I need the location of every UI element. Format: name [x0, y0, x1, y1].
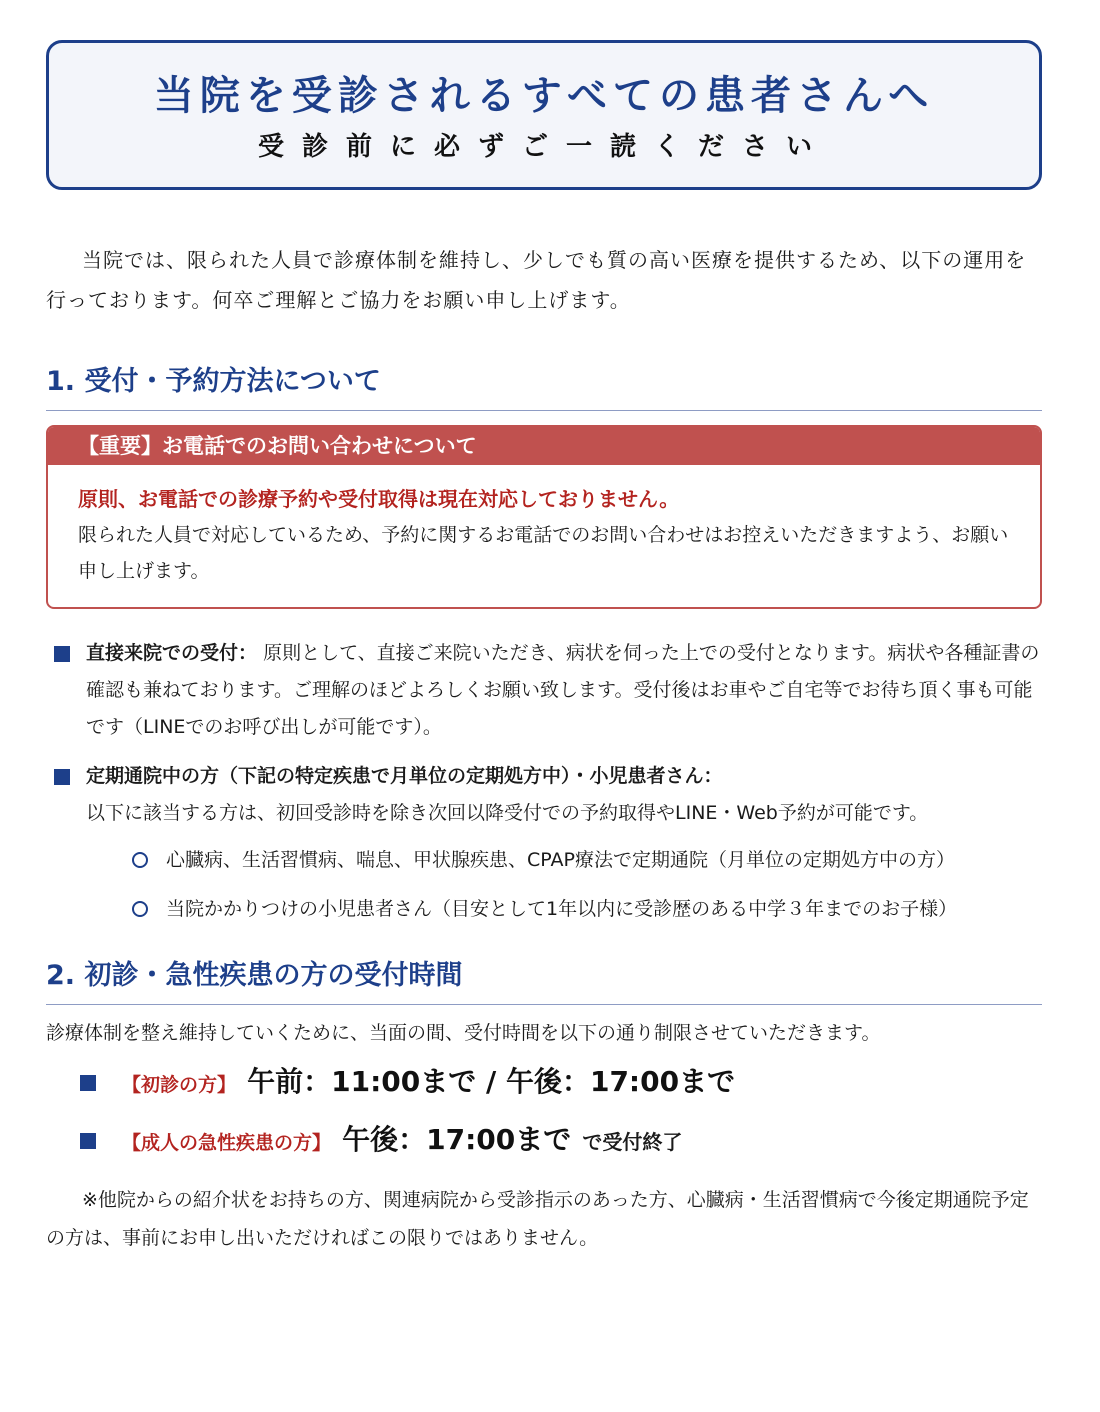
page-title: 当院を受診されるすべての患者さんへ — [153, 73, 935, 119]
notice-title: 【重要】お電話でのお問い合わせについて — [48, 427, 1040, 465]
reception-method-list — [46, 635, 1042, 928]
time-label: 【成人の急性疾患の方】 — [122, 1132, 332, 1154]
eligible-conditions-list — [86, 842, 1042, 928]
walk-in-label: 直接来院での受付： — [86, 642, 258, 664]
title-box — [46, 40, 1042, 190]
intro-paragraph: 当院では、限られた人員で診療体制を維持し、少しでも質の高い医療を提供するため、以下の運用を行っております。何卒ご理解とご協力をお願い申し上げます。 — [46, 248, 1027, 312]
square-bullet-icon — [80, 1133, 96, 1149]
sub-item-text: 心臓病、生活習慣病、喘息、甲状腺疾患、CPAP療法で定期通院（月単位の定期処方中の方） — [166, 849, 955, 871]
notice-body — [48, 465, 1040, 607]
footnote: ※他院からの紹介状をお持ちの方、関連病院から受診指示のあった方、心臓病・生活習慣病で今後定期通院予定の方は、事前にお申し出いただければこの限りではありません。 — [46, 1189, 1029, 1249]
regular-patients-text: 以下に該当する方は、初回受診時を除き次回以降受付での予約取得やLINE・Web予約が可能です。 — [86, 802, 929, 824]
section1-heading: 1. 受付・予約方法について — [46, 364, 1042, 411]
section2-heading: 2. 初診・急性疾患の方の受付時間 — [46, 958, 1042, 1005]
square-bullet-icon — [80, 1075, 96, 1091]
sub-item-text: 当院かかりつけの小児患者さん（目安として1年以内に受診歴のある中学３年までのお子様） — [166, 898, 958, 920]
regular-patients-label: 定期通院中の方（下記の特定疾患で月単位の定期処方中）・小児患者さん： — [86, 765, 723, 787]
time-value: 午前：11:00まで / 午後：17:00まで — [247, 1065, 736, 1098]
list-item-regular-patients — [46, 758, 1042, 928]
reception-time-first-visit — [46, 1059, 1042, 1109]
circle-bullet-icon — [132, 901, 148, 917]
section2-intro: 診療体制を整え維持していくために、当面の間、受付時間を以下の通り制限させていただきます。 — [46, 1022, 881, 1044]
square-bullet-icon — [54, 646, 70, 662]
time-label: 【初診の方】 — [122, 1074, 237, 1096]
square-bullet-icon — [54, 769, 70, 785]
page-subtitle: 受診前に必ずご一読ください — [257, 132, 830, 162]
reception-time-acute — [46, 1117, 1042, 1167]
notice-page — [46, 40, 1042, 1257]
list-item-walk-in — [46, 635, 1042, 746]
important-notice-box — [46, 425, 1042, 609]
sub-list-item — [132, 891, 1042, 928]
sub-list-item — [132, 842, 1042, 879]
circle-bullet-icon — [132, 852, 148, 868]
time-value: 午後：17:00まで — [342, 1123, 572, 1156]
notice-alert-text: 原則、お電話での診療予約や受付取得は現在対応しておりません。 — [78, 487, 680, 511]
time-suffix: で受付終了 — [582, 1130, 683, 1154]
notice-body-text: 限られた人員で対応しているため、予約に関するお電話でのお問い合わせはお控えいただきますよう、お願い申し上げます。 — [78, 524, 1009, 582]
walk-in-text: 原則として、直接ご来院いただき、病状を伺った上での受付となります。病状や各種証書の確認も兼ねております。ご理解のほどよろしくお願い致します。受付後はお車やご自宅等でお待ち頂く事も可能です（LINEでのお呼び出しが可能です）。 — [86, 642, 1040, 738]
